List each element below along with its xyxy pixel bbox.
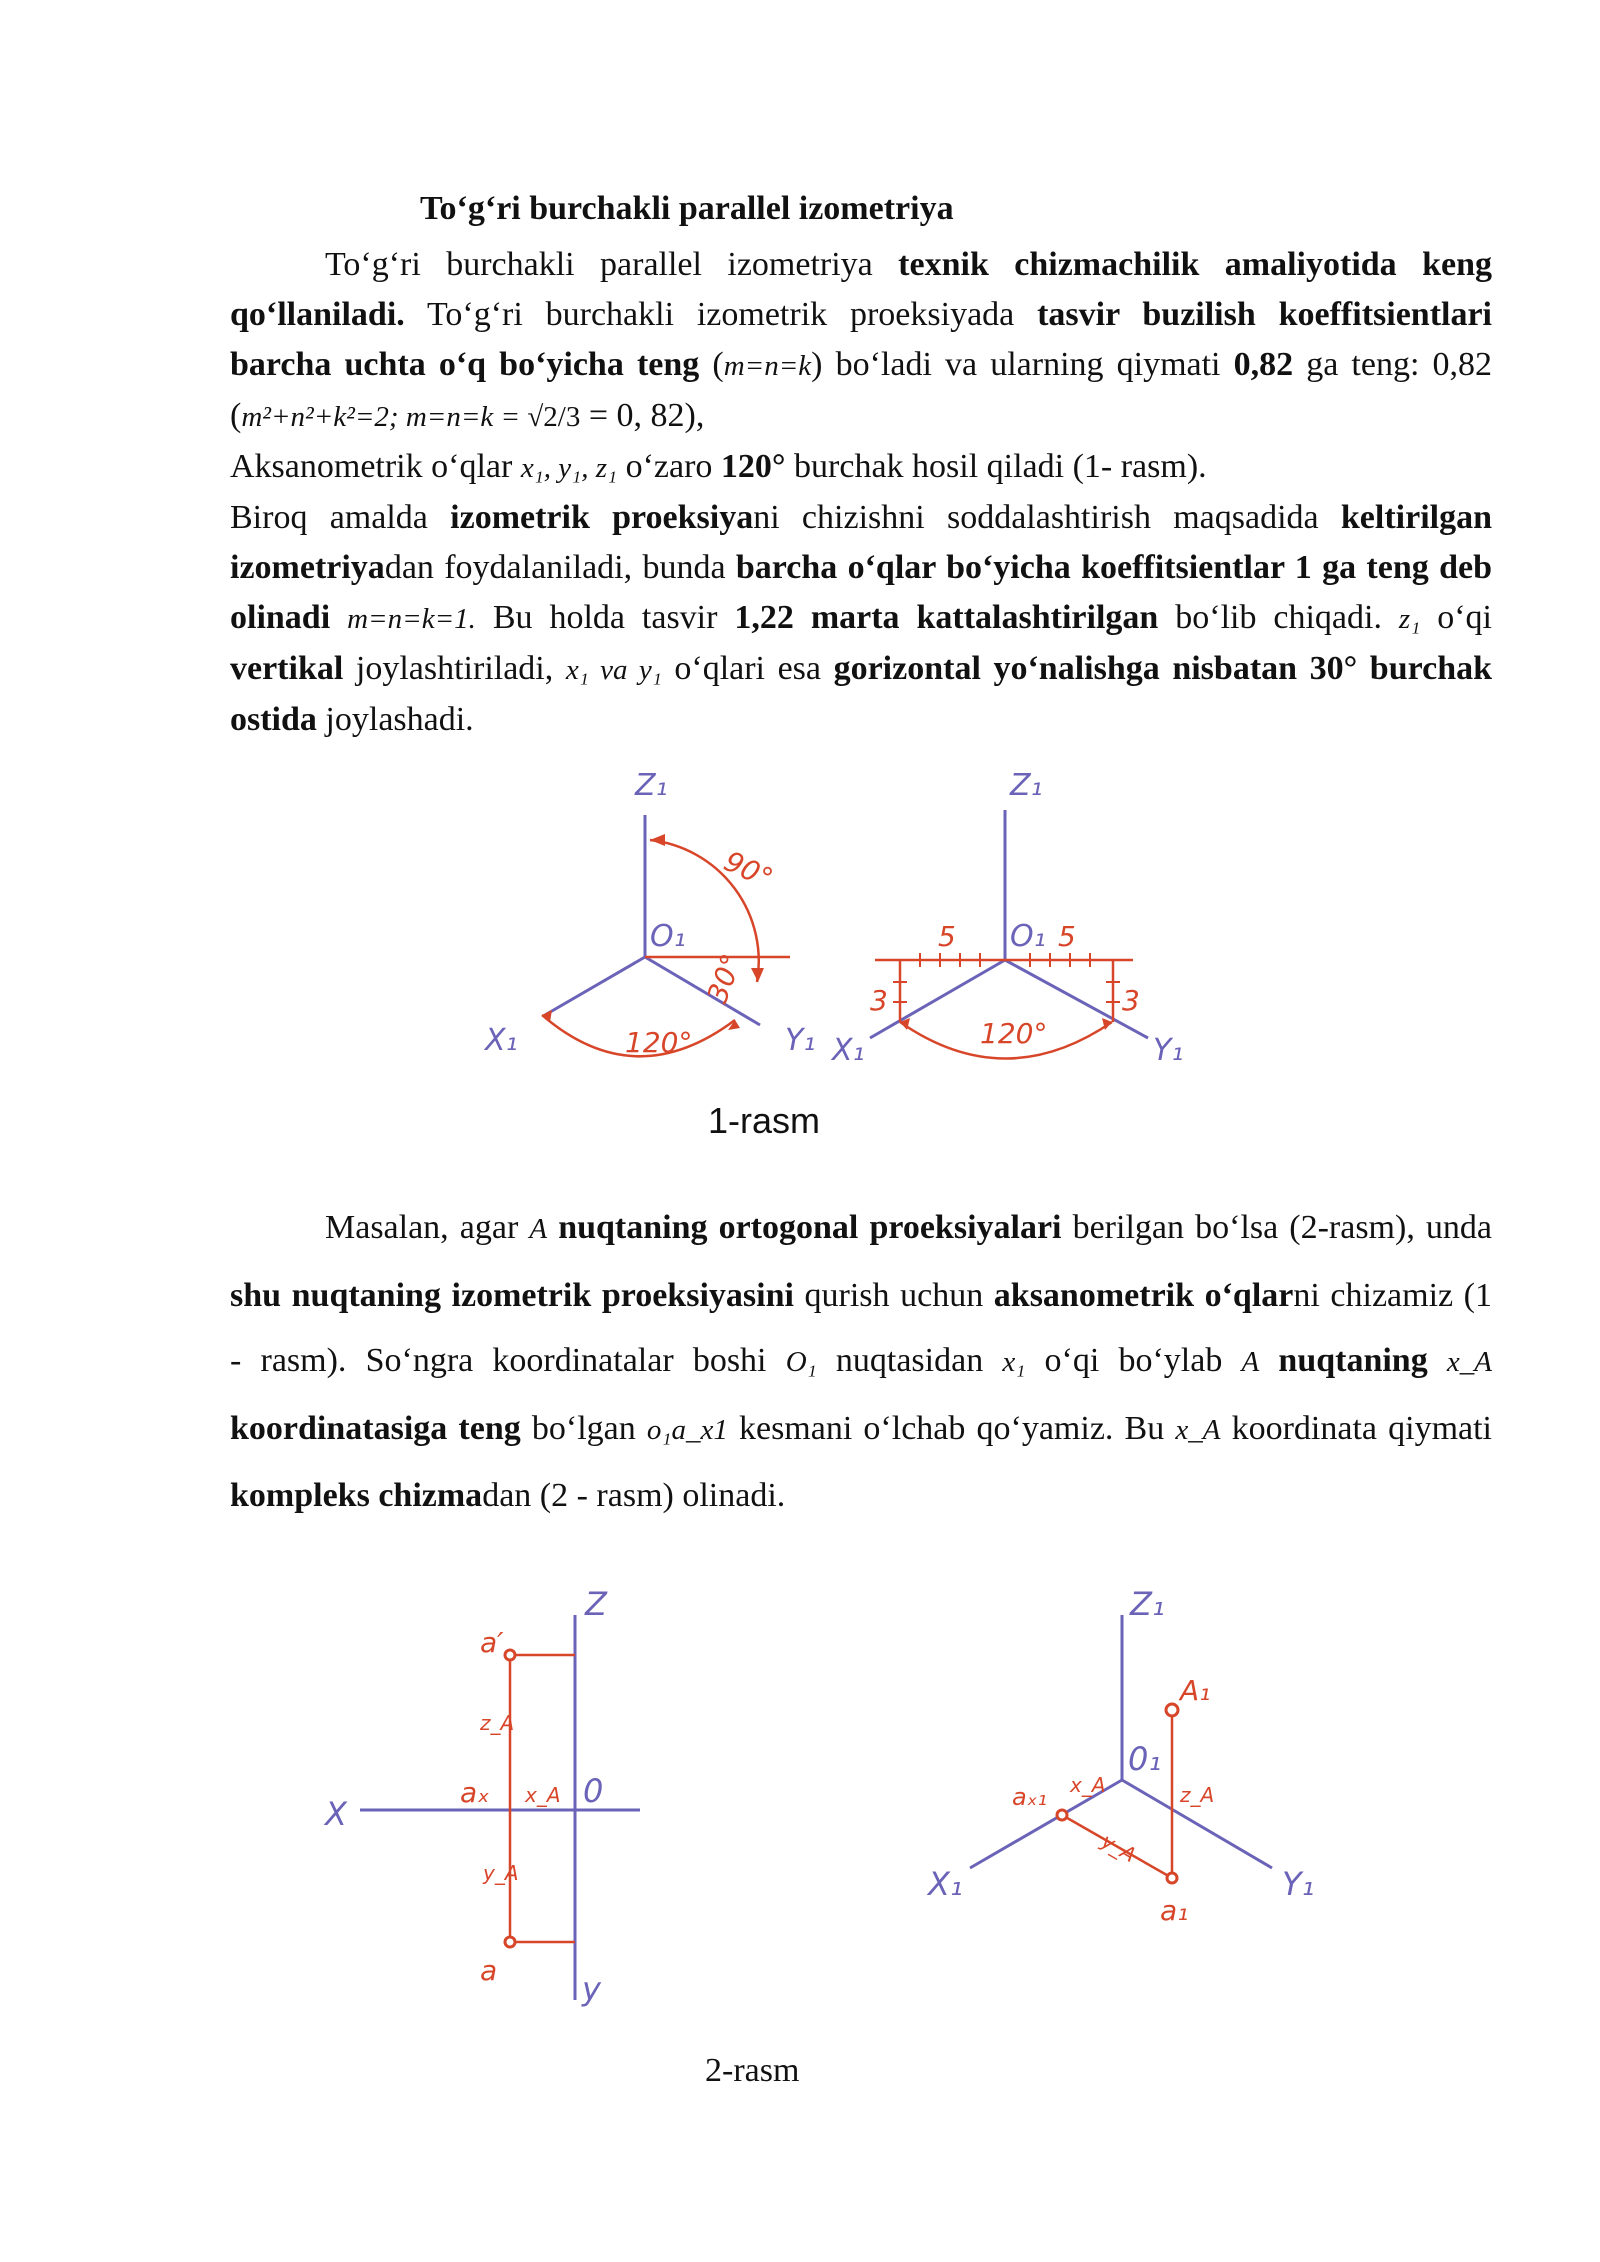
formula: O₁ <box>785 1346 817 1378</box>
text: burchak hosil qiladi (1- rasm). <box>785 448 1207 485</box>
label-a: a <box>480 1954 498 1987</box>
text: To‘g‘ri burchakli parallel izometriya <box>325 246 899 283</box>
label-120-right: 120° <box>980 1017 1048 1050</box>
label-x1-left: X₁ <box>485 1023 518 1058</box>
label-5-right: 5 <box>1058 920 1076 953</box>
text: o‘qi bo‘ylab <box>1025 1342 1242 1379</box>
text: koordinata qiymati <box>1220 1409 1492 1447</box>
label-yA: y_A <box>483 1861 519 1885</box>
label-yA-right: y_A <box>1097 1828 1141 1868</box>
label-y1: Y₁ <box>1282 1865 1315 1903</box>
text: ) bo‘ladi va ularning qiymati <box>811 346 1234 383</box>
x1-axis-left <box>545 957 645 1015</box>
bold-text: nuqtaning ortogonal proeksiyalari <box>558 1209 1062 1246</box>
bold-text: aksanometrik o‘qlar <box>993 1276 1294 1314</box>
label-xA: x_A <box>525 1783 561 1807</box>
label-x: X <box>325 1795 347 1833</box>
text: ga teng: 0,82 ( <box>230 346 1493 434</box>
paragraph-intro <box>230 240 1492 745</box>
text: bo‘lib chiqadi. <box>1158 599 1399 636</box>
bold-text: shu nuqtaning izometrik proeksiyasini <box>230 1276 794 1314</box>
formula: x₁ <box>1002 1346 1026 1378</box>
label-zA: z_A <box>480 1711 515 1735</box>
bold-text: vertikal <box>230 650 344 687</box>
formula: o₁a_x1 <box>646 1413 728 1446</box>
bold-text: keltirilgan izometriya <box>230 499 1492 586</box>
bold-text: 120° <box>720 448 786 485</box>
arrow-head <box>751 968 764 982</box>
bold-text: gorizontal yo‘nalishga nisbatan 30° burchak ostida <box>230 650 1493 738</box>
text: o‘qi <box>1420 599 1492 636</box>
text: kesmani o‘lchab qo‘yamiz. Bu <box>727 1409 1176 1447</box>
formula: A <box>529 1213 548 1245</box>
label-z: Z <box>585 1585 607 1623</box>
label-o1-right: O₁ <box>1010 919 1046 954</box>
figure-1 <box>460 760 1200 1080</box>
label-o1-left: O₁ <box>650 919 686 954</box>
label-z1-right: Z₁ <box>1010 768 1043 803</box>
text: qurish uchun <box>793 1276 994 1314</box>
text: Aksanometrik o‘qlar <box>230 448 521 485</box>
formula: z₁ <box>1398 603 1421 635</box>
text: nuqtasidan <box>816 1342 1003 1379</box>
label-xA-right: x_A <box>1070 1773 1106 1797</box>
label-5-left: 5 <box>938 920 956 953</box>
label-30: 30° <box>700 949 749 1008</box>
label-ax: aₓ <box>460 1776 490 1809</box>
text: joylashtiriladi, <box>343 650 566 687</box>
label-A1: A₁ <box>1180 1674 1211 1707</box>
figure-1-caption: 1-rasm <box>708 1100 821 1141</box>
text: Bu holda tasvir <box>475 599 735 636</box>
label-y1-right: Y₁ <box>1153 1033 1184 1068</box>
point-a1 <box>1167 1873 1177 1883</box>
label-x1: X₁ <box>928 1865 963 1903</box>
formula: m=n=k <box>723 350 812 382</box>
label-a1: a₁ <box>1160 1894 1189 1927</box>
label-x1-right: X₁ <box>832 1033 865 1068</box>
label-z1: Z₁ <box>1130 1585 1165 1623</box>
text: dan foydalaniladi, bunda <box>384 549 736 586</box>
formula: x₁ va y₁ <box>565 654 662 686</box>
label-90: 90° <box>719 844 778 896</box>
text: bo‘lgan <box>520 1409 647 1447</box>
formula: x₁, y₁, z₁ <box>520 452 618 484</box>
label-3-right: 3 <box>1122 984 1140 1017</box>
figure-2-caption: 2-rasm <box>705 2052 800 2089</box>
text: berilgan bo‘lsa (2-rasm), unda <box>1061 1209 1492 1246</box>
text: dan (2 - rasm) olinadi. <box>482 1477 786 1514</box>
arrow-head <box>650 834 665 846</box>
text: Masalan, agar <box>325 1209 530 1246</box>
point-a-prime <box>505 1650 515 1660</box>
text: joylashadi. <box>316 701 474 738</box>
text: o‘zaro <box>617 448 721 485</box>
label-y: y <box>582 1970 601 2008</box>
text: = 0, 82), <box>580 397 705 434</box>
text: ni chizishni soddalashtirish maqsadida <box>753 499 1341 536</box>
point-a <box>505 1937 515 1947</box>
bold-text: koordinatasiga teng <box>230 1409 521 1447</box>
bold-text: barcha o‘qlar bo‘yicha koeffitsientlar 1 ga teng deb olinadi <box>230 549 1492 636</box>
label-z1-left: Z₁ <box>635 768 668 803</box>
label-y1-left: Y₁ <box>785 1023 816 1058</box>
formula: m²+n²+k²=2; m=n=k = <box>241 401 528 433</box>
label-o: 0 <box>583 1772 604 1810</box>
formula: A <box>1241 1346 1260 1378</box>
figure-2 <box>300 1570 1360 2020</box>
text: ( <box>699 346 724 383</box>
bold-text: texnik chizmachilik amaliyotida keng qo‘llaniladi. <box>230 246 1492 333</box>
text: Biroq amalda <box>230 499 451 536</box>
label-zA-right: z_A <box>1180 1783 1215 1807</box>
bold-text: tasvir buzilish koeffitsientlari barcha uchta o‘q bo‘yicha teng <box>230 296 1492 383</box>
point-A1 <box>1166 1704 1178 1716</box>
label-o1: 0₁ <box>1128 1740 1162 1778</box>
formula: √2/3 <box>527 401 581 433</box>
label-a-prime: a′ <box>480 1626 504 1659</box>
formula: x_A <box>1175 1413 1221 1446</box>
bold-text: izometrik proeksiya <box>450 499 754 536</box>
formula: m=n=k=1. <box>347 603 476 635</box>
bold-text: 1,22 marta kattalashtirilgan <box>734 599 1159 636</box>
text: ni chizamiz (1 - rasm). So‘ngra koordinatalar boshi <box>230 1276 1493 1379</box>
paragraph-example <box>230 1195 1492 1529</box>
bold-text: nuqtaning <box>1278 1342 1428 1379</box>
label-ax1: aₓ₁ <box>1012 1783 1047 1811</box>
text: To‘g‘ri burchakli izometrik proeksiyada <box>404 296 1038 333</box>
label-3-left: 3 <box>870 984 888 1017</box>
bold-text: 0,82 <box>1233 346 1294 383</box>
label-120-left: 120° <box>625 1026 693 1059</box>
point-ax1 <box>1057 1810 1067 1820</box>
bold-text: kompleks chizma <box>230 1477 483 1514</box>
formula: x_A <box>1446 1346 1493 1378</box>
section-title: To‘g‘ri burchakli parallel izometriya <box>420 190 954 227</box>
text: o‘qlari esa <box>661 650 834 687</box>
